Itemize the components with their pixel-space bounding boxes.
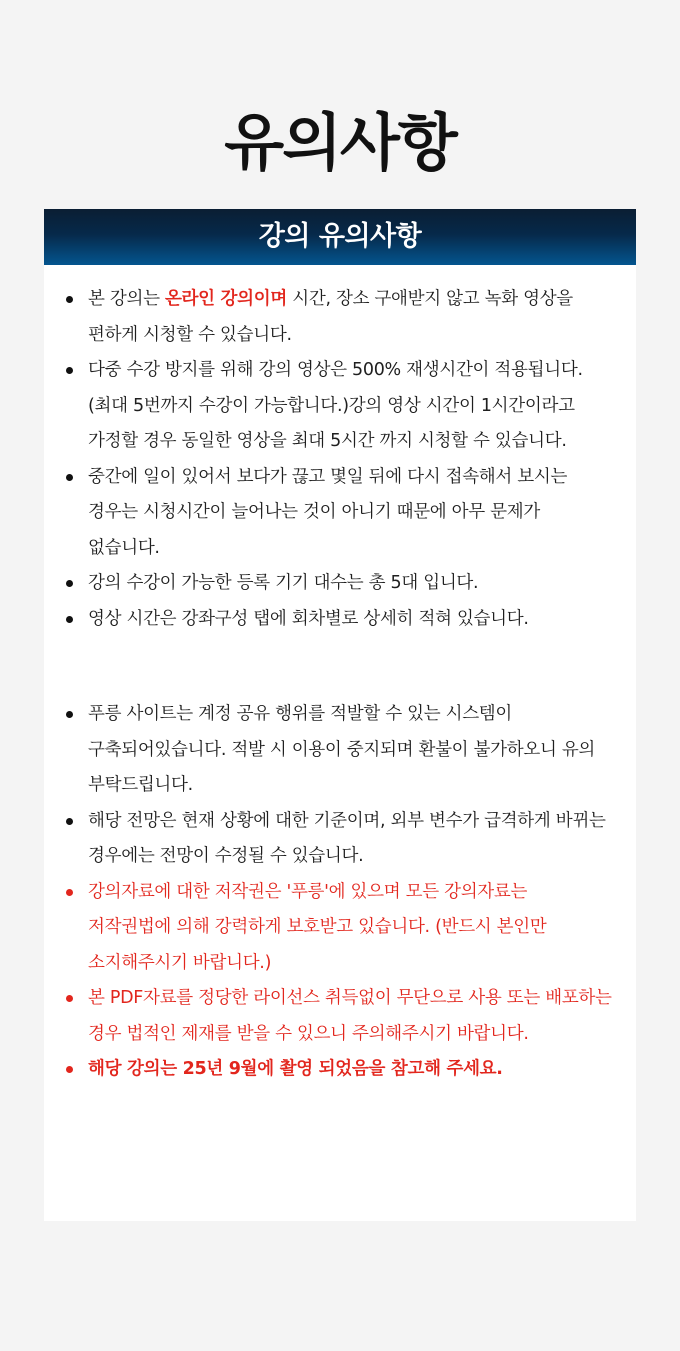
list-item-recording-date: 해당 강의는 25년 9월에 촬영 되었음을 참고해 주세요. [66,1052,612,1088]
list-item [66,282,612,353]
card-header: 강의 유의사항 [44,209,636,265]
highlight-online: 온라인 강의이며 [164,289,287,309]
page-title: 유의사항 [224,105,456,179]
list-item: 해당 전망은 현재 상황에 대한 기준이며, 외부 변수가 급격하게 바뀌는 경우에는 전망이 수정될 수 있습니다. [66,804,612,875]
list-item: 다중 수강 방지를 위해 강의 영상은 500% 재생시간이 적용됩니다. (최대 5번까지 수강이 가능합니다.)강의 영상 시간이 1시간이라고 가정할 경우 동일한 영상을 최대 5시간 까지 시청할 수 있습니다. [66,353,612,460]
list-item: 푸릉 사이트는 계정 공유 행위를 적발할 수 있는 시스템이 구축되어있습니다. 적발 시 이용이 중지되며 환불이 불가하오니 유의 부탁드립니다. [66,697,612,804]
list-item-copyright: 강의자료에 대한 저작권은 '푸릉'에 있으며 모든 강의자료는 저작권법에 의해 강력하게 보호받고 있습니다. (반드시 본인만 소지해주시기 바랍니다.) [66,875,612,982]
notice-card [44,209,636,1221]
notice-list-primary [44,265,636,637]
list-item: 영상 시간은 강좌구성 탭에 회차별로 상세히 적혀 있습니다. [66,602,612,638]
list-item: 강의 수강이 가능한 등록 기기 대수는 총 5대 입니다. [66,566,612,602]
note-text: 시간, 장소 구애받지 않고 녹화 영상을 편하게 시청할 수 있습니다. [88,289,573,345]
note-text: 본 강의는 [88,289,165,309]
list-item-pdf-warning: 본 PDF자료를 정당한 라이선스 취득없이 무단으로 사용 또는 배포하는 경우 법적인 제재를 받을 수 있으니 주의해주시기 바랍니다. [66,981,612,1052]
list-item: 중간에 일이 있어서 보다가 끊고 몇일 뒤에 다시 접속해서 보시는 경우는 시청시간이 늘어나는 것이 아니기 때문에 아무 문제가 없습니다. [66,460,612,567]
notice-list-secondary [44,637,636,1088]
